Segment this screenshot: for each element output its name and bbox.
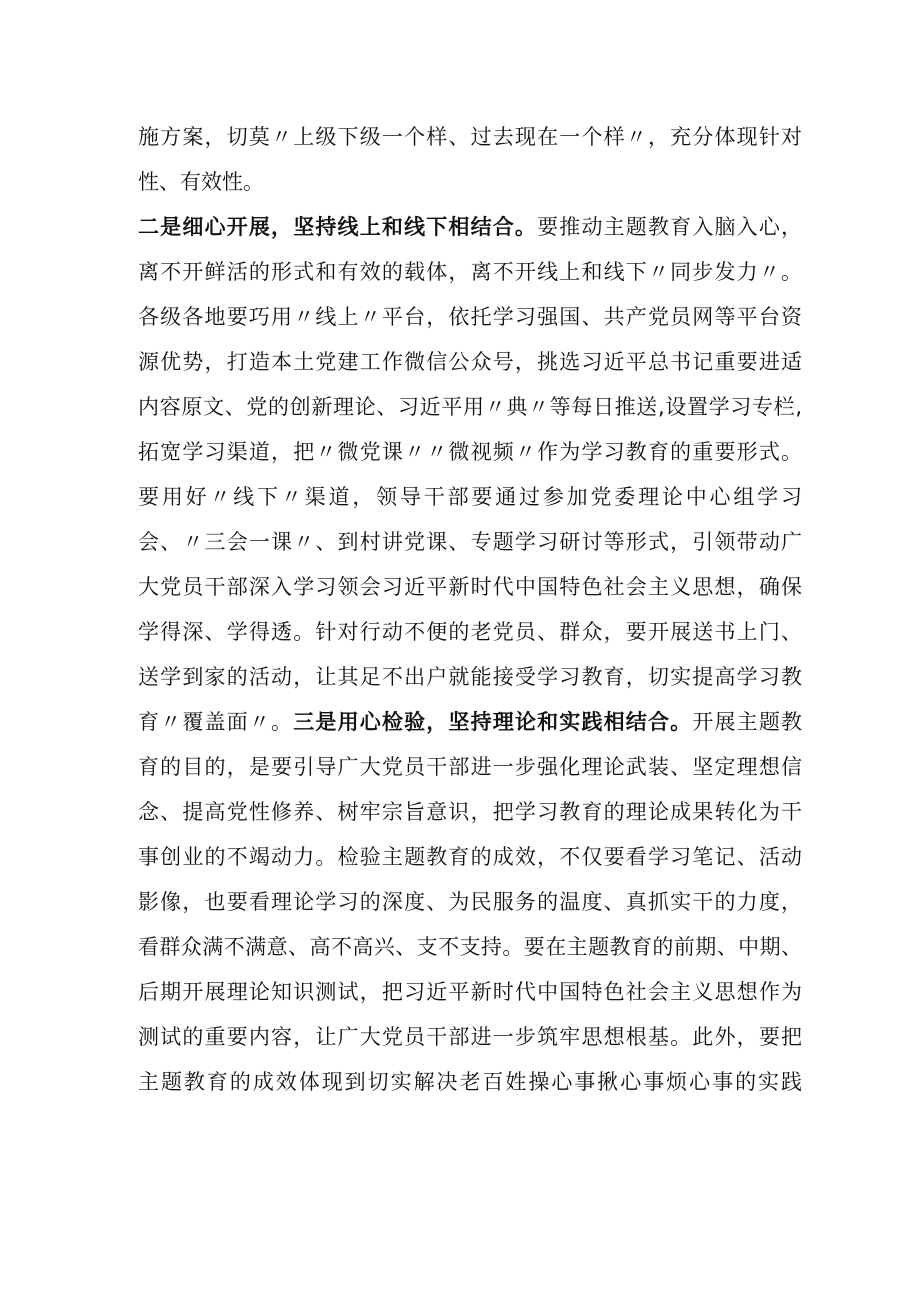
text-line: 育的目的，是要引导广大党员干部进一步强化理论武装、坚定理想信 <box>138 755 802 779</box>
text-line: 会、〃三会一课〃、到村讲党课、专题学习研讨等形式，引领带动广 <box>138 530 802 554</box>
text-line: 源优势，打造本土党建工作微信公众号，挑选习近平总书记重要进适 <box>138 350 802 374</box>
text-line: 施方案，切莫〃上级下级一个样、过去现在一个样〃，充分体现针对 <box>138 125 802 149</box>
text-line: 后期开展理论知识测试，把习近平新时代中国特色社会主义思想作为 <box>138 980 802 1004</box>
text-line: 测试的重要内容，让广大党员干部进一步筑牢思想根基。此外，要把 <box>138 1025 802 1049</box>
body-text <box>138 115 802 1105</box>
text-line: 内容原文、党的创新理论、习近平用〃典〃等每日推送,设置学习专栏, <box>138 395 802 419</box>
bold-heading-2: 二是细心开展，坚持线上和线下相结合。 <box>138 215 538 239</box>
text-line: 主题教育的成效体现到切实解决老百姓操心事揪心事烦心事的实践 <box>138 1070 802 1094</box>
text-line: 大党员干部深入学习领会习近平新时代中国特色社会主义思想，确保 <box>138 575 802 599</box>
text-line: 念、提高党性修养、树牢宗旨意识，把学习教育的理论成果转化为干 <box>138 800 802 824</box>
text-line: 拓宽学习渠道，把〃微党课〃〃微视频〃作为学习教育的重要形式。 <box>138 440 802 464</box>
text-line: 育〃覆盖面〃。三是用心检验，坚持理论和实践相结合。开展主题教 <box>138 710 803 734</box>
text-line: 要用好〃线下〃渠道，领导干部要通过参加党委理论中心组学习 <box>138 485 802 509</box>
text-line: 性、有效性。 <box>138 170 264 194</box>
text-line: 离不开鲜活的形式和有效的载体，离不开线上和线下〃同步发力〃。 <box>138 260 802 284</box>
bold-heading-3: 三是用心检验，坚持理论和实践相结合。 <box>293 710 693 734</box>
text-line: 看群众满不满意、高不高兴、支不支持。要在主题教育的前期、中期、 <box>138 935 802 959</box>
text-line: 影像，也要看理论学习的深度、为民服务的温度、真抓实干的力度， <box>138 890 802 914</box>
text-line: 送学到家的活动，让其足不出户就能接受学习教育，切实提高学习教 <box>138 665 802 689</box>
text-line: 学得深、学得透。针对行动不便的老党员、群众，要开展送书上门、 <box>138 620 802 644</box>
text-line: 各级各地要巧用〃线上〃平台，依托学习强国、共产党员网等平台资 <box>138 305 802 329</box>
text-line: 事创业的不竭动力。检验主题教育的成效，不仅要看学习笔记、活动 <box>138 845 802 869</box>
text-line: 二是细心开展，坚持线上和线下相结合。要推动主题教育入脑入心， <box>138 215 803 239</box>
